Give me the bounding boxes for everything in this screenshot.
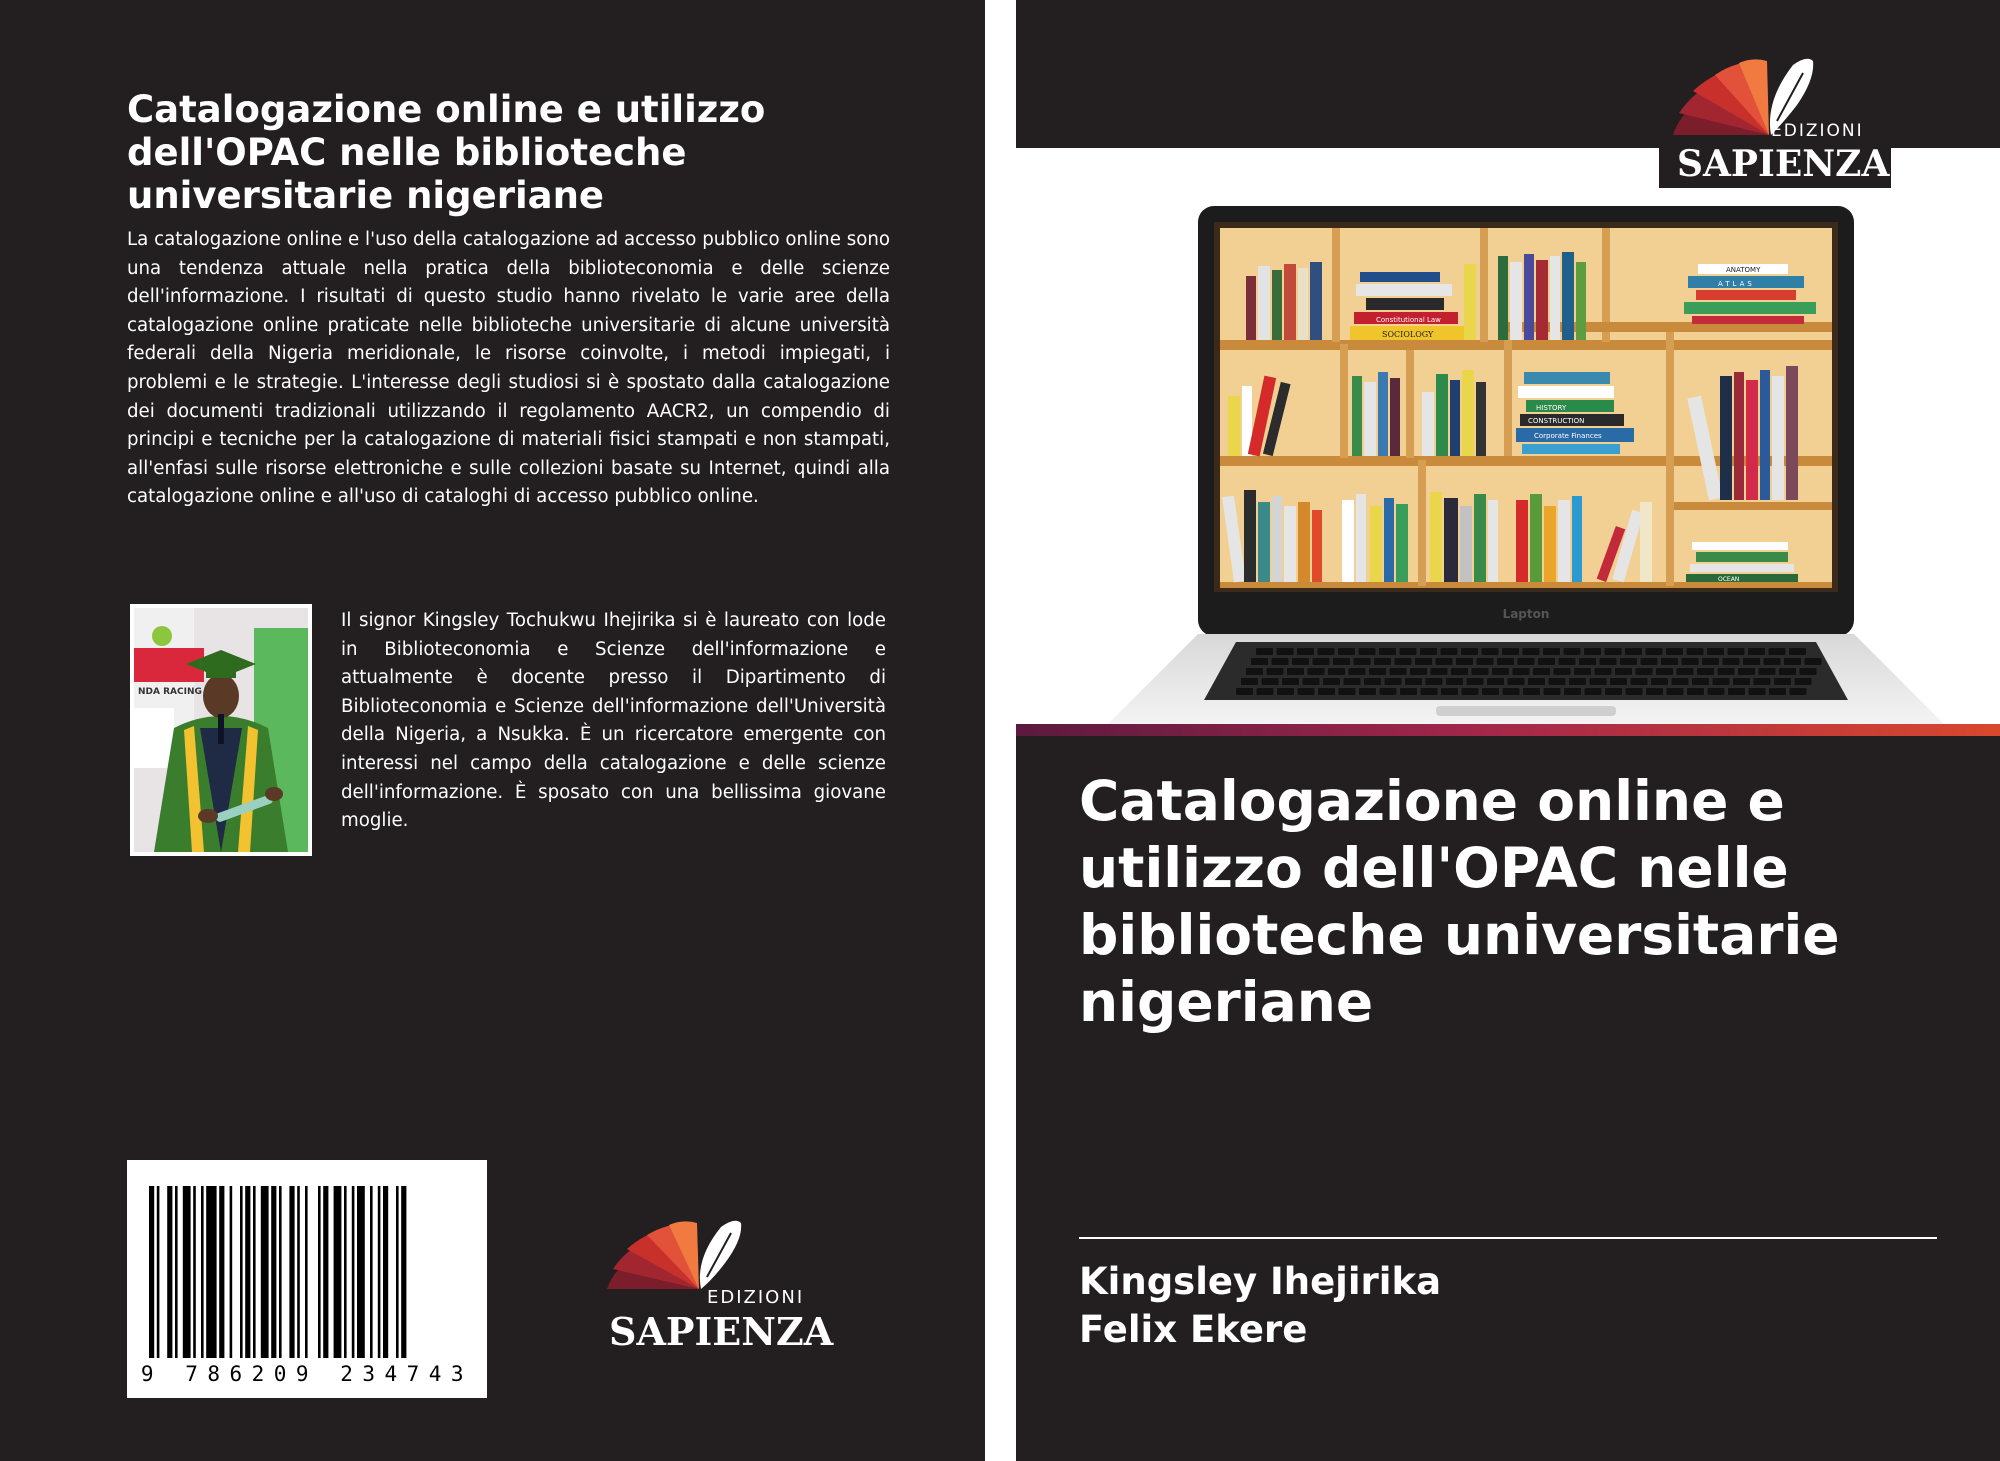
barcode-bar <box>289 1186 294 1358</box>
keyboard-key <box>1564 648 1581 655</box>
keyboard-key <box>1764 658 1781 665</box>
keyboard-key <box>1708 688 1725 695</box>
keyboard-key <box>1262 678 1279 685</box>
keyboard-key <box>1805 658 1822 665</box>
keyboard-key <box>1661 658 1678 665</box>
keyboard-key <box>1379 648 1396 655</box>
keyboard-key <box>1590 678 1607 685</box>
keyboard-key <box>1554 668 1571 675</box>
keyboard-key <box>1646 648 1663 655</box>
keyboard-key <box>1723 658 1740 665</box>
spine-gap <box>985 0 1016 1461</box>
keyboard-key <box>1687 648 1704 655</box>
keyboard-key <box>1323 678 1340 685</box>
keyboard-key <box>1600 658 1617 665</box>
isbn-barcode <box>127 1160 487 1398</box>
keyboard-key <box>1328 668 1345 675</box>
barcode-bar <box>167 1186 172 1358</box>
keyboard-key <box>1666 648 1683 655</box>
barcode-bar <box>183 1186 191 1358</box>
front-cover <box>1016 0 2000 1461</box>
keyboard-key <box>1518 658 1535 665</box>
keyboard-key <box>1728 648 1745 655</box>
keyboard-key <box>1656 668 1673 675</box>
keyboard-key <box>1508 678 1525 685</box>
keyboard-key <box>1451 668 1468 675</box>
author-name-2: Felix Ekere <box>1079 1308 1308 1351</box>
keyboard-key <box>1482 688 1499 695</box>
keyboard-key <box>1364 678 1381 685</box>
keyboard-key <box>1646 688 1663 695</box>
barcode-bar <box>352 1186 355 1358</box>
keyboard-key <box>1636 668 1653 675</box>
keyboard-key <box>1564 688 1581 695</box>
keyboard-key <box>1702 658 1719 665</box>
keyboard-key <box>1431 668 1448 675</box>
author-divider <box>1079 1237 1937 1239</box>
keyboard-key <box>1482 648 1499 655</box>
barcode-bar <box>297 1186 300 1358</box>
keyboard-key <box>1748 648 1765 655</box>
keyboard-key <box>1487 678 1504 685</box>
keyboard-key <box>1313 658 1330 665</box>
keyboard-key <box>1579 658 1596 665</box>
keyboard-key <box>1477 658 1494 665</box>
keyboard-key <box>1236 688 1253 695</box>
keyboard-key <box>1277 648 1294 655</box>
photo-banner-text: NDA RACING <box>138 687 202 697</box>
keyboard-key <box>1523 648 1540 655</box>
keyboard-key <box>1759 668 1776 675</box>
keyboard-key <box>1420 648 1437 655</box>
barcode-bar <box>271 1186 276 1358</box>
keyboard-key <box>1533 668 1550 675</box>
keyboard-key <box>1667 688 1684 695</box>
barcode-bar <box>219 1186 224 1358</box>
keyboard-key <box>1461 648 1478 655</box>
keyboard-key <box>1492 668 1509 675</box>
keyboard-key <box>1272 658 1289 665</box>
barcode-bar <box>370 1186 373 1358</box>
front-logo-sapienza: SAPIENZA <box>1677 143 1890 185</box>
keyboard-key <box>1298 688 1315 695</box>
back-cover <box>0 0 985 1461</box>
keyboard-key <box>1584 648 1601 655</box>
front-publisher-logo <box>1659 55 1891 188</box>
keyboard-key <box>1426 678 1443 685</box>
keyboard-key <box>1620 658 1637 665</box>
keyboard-key <box>1651 678 1668 685</box>
author-name-1: Kingsley Ihejirika <box>1079 1260 1442 1303</box>
front-cover-title: Catalogazione online e utilizzo dell'OPAC nelle biblioteche universitarie nigeriane <box>1079 769 1840 1034</box>
keyboard-key <box>1625 648 1642 655</box>
keyboard-key <box>1513 668 1530 675</box>
keyboard-key <box>1631 678 1648 685</box>
keyboard-key <box>1257 688 1274 695</box>
keyboard-key <box>1318 688 1335 695</box>
spine-constitutional-law: Constitutional Law <box>1376 316 1441 324</box>
keyboard-key <box>1610 678 1627 685</box>
keyboard-key <box>1497 658 1514 665</box>
keyboard-key <box>1349 668 1366 675</box>
keyboard-key <box>1677 668 1694 675</box>
keyboard-key <box>1344 678 1361 685</box>
keyboard-key <box>1385 678 1402 685</box>
barcode-bar <box>261 1186 269 1358</box>
keyboard-key <box>1800 668 1817 675</box>
keyboard-key <box>1390 668 1407 675</box>
keyboard-key <box>1738 668 1755 675</box>
keyboard-key <box>1246 668 1263 675</box>
back-logo-edizioni: EDIZIONI <box>707 1287 805 1308</box>
spine-anatomy: ANATOMY <box>1726 266 1761 274</box>
barcode-bar <box>396 1186 399 1358</box>
keyboard-key <box>1615 668 1632 675</box>
barcode-bar <box>334 1186 342 1358</box>
keyboard-key <box>1718 668 1735 675</box>
keyboard-key <box>1502 648 1519 655</box>
barcode-bar <box>279 1186 282 1358</box>
keyboard-key <box>1472 668 1489 675</box>
keyboard-key <box>1354 658 1371 665</box>
keyboard-key <box>1400 688 1417 695</box>
keyboard-key <box>1769 648 1786 655</box>
keyboard-key <box>1241 678 1258 685</box>
keyboard-key <box>1256 648 1273 655</box>
laptop-brand: Lapton <box>1502 607 1550 621</box>
back-cover-blurb: La catalogazione online e l'uso della catalogazione ad accesso pubblico online sono una tendenza attuale nella pratica della biblioteconomia e delle scienze dell'informazione. I risultati di questo studio hanno rivelato le varie aree della catalogazione online praticate nelle biblioteche universitarie di alcune università federali della Nigeria meridionale, le risorse coinvolte, i metodi impiegati, i problemi e le strategie. L'interesse degli studiosi si è spostato dalla catalogazione dei documenti tradizionali utilizzando il regolamento AACR2, un compendio di principi e tecniche per la catalogazione di materiali fisici stampati e non stampati, all'enfasi sulle risorse elettroniche e sulle collezioni basate su Internet, quindi alla catalogazione online e all'uso di cataloghi di accesso pubblico online. <box>127 229 890 508</box>
barcode-bar <box>201 1186 204 1358</box>
barcode-bar <box>305 1186 308 1358</box>
keyboard-key <box>1543 648 1560 655</box>
barcode-bar <box>318 1186 321 1358</box>
keyboard-key <box>1728 688 1745 695</box>
keyboard-key <box>1569 678 1586 685</box>
keyboard-key <box>1544 688 1561 695</box>
keyboard-key <box>1338 648 1355 655</box>
spine-atlas: ATLAS <box>1718 280 1755 288</box>
keyboard-key <box>1441 648 1458 655</box>
keyboard-key <box>1339 688 1356 695</box>
author-bio: Il signor Kingsley Tochukwu Ihejirika si è laureato con lode in Biblioteconomia e Scienze dell'informazione e attualmente è docente presso il Dipartimento di Biblioteconomia e Scienze dell'informazione dell'Università della Nigeria, a Nsukka. È un ricercatore emergente con interessi nel campo della catalogazione e delle scienze dell'informazione. È sposato con una bellissima giovane moglie. <box>341 610 886 832</box>
barcode-bar <box>240 1186 243 1358</box>
barcode-bar <box>253 1186 256 1358</box>
keyboard-key <box>1795 678 1812 685</box>
spine-sociology: SOCIOLOGY <box>1382 330 1434 339</box>
keyboard-key <box>1436 658 1453 665</box>
keyboard-key <box>1251 658 1268 665</box>
keyboard-key <box>1605 648 1622 655</box>
barcode-bar <box>344 1186 347 1358</box>
laptop-bookshelf-illustration-icon <box>1106 206 1946 726</box>
keyboard-key <box>1410 668 1427 675</box>
keyboard-key <box>1585 688 1602 695</box>
back-cover-title: Catalogazione online e utilizzo dell'OPAC nelle biblioteche universitarie nigeriane <box>127 88 766 217</box>
keyboard-key <box>1641 658 1658 665</box>
keyboard-key <box>1421 688 1438 695</box>
keyboard-key <box>1743 658 1760 665</box>
isbn-digits: 9 786209 234743 <box>140 1362 474 1386</box>
back-logo-sapienza: SAPIENZA <box>609 1309 834 1354</box>
keyboard-key <box>1446 678 1463 685</box>
barcode-bar <box>383 1186 388 1358</box>
keyboard-key <box>1559 658 1576 665</box>
keyboard-key <box>1287 668 1304 675</box>
barcode-bar <box>378 1186 381 1358</box>
keyboard-key <box>1769 688 1786 695</box>
keyboard-key <box>1697 668 1714 675</box>
keyboard-key <box>1692 678 1709 685</box>
keyboard-key <box>1779 668 1796 675</box>
keyboard-key <box>1405 678 1422 685</box>
barcode-bar <box>323 1186 328 1358</box>
barcode-bar <box>206 1186 216 1358</box>
keyboard-key <box>1707 648 1724 655</box>
keyboard-key <box>1503 688 1520 695</box>
keyboard-key <box>1626 688 1643 695</box>
keyboard-key <box>1297 648 1314 655</box>
keyboard-key <box>1784 658 1801 665</box>
keyboard-key <box>1713 678 1730 685</box>
keyboard-key <box>1774 678 1791 685</box>
keyboard-key <box>1380 688 1397 695</box>
barcode-bar <box>357 1186 365 1358</box>
author-portrait-icon <box>134 608 308 852</box>
keyboard-key <box>1574 668 1591 675</box>
keyboard-key <box>1462 688 1479 695</box>
keyboard-key <box>1369 668 1386 675</box>
accent-stripe <box>1016 724 2000 736</box>
keyboard-key <box>1595 668 1612 675</box>
author-photo <box>130 604 312 856</box>
keyboard-key <box>1549 678 1566 685</box>
keyboard-key <box>1790 688 1807 695</box>
keyboard-key <box>1267 668 1284 675</box>
barcode-bar <box>401 1186 406 1358</box>
keyboard-key <box>1277 688 1294 695</box>
keyboard-key <box>1789 648 1806 655</box>
keyboard-key <box>1538 658 1555 665</box>
keyboard-key <box>1395 658 1412 665</box>
keyboard-key <box>1467 678 1484 685</box>
keyboard-key <box>1415 658 1432 665</box>
barcode-bar <box>175 1186 178 1358</box>
keyboard-key <box>1282 678 1299 685</box>
keyboard-key <box>1456 658 1473 665</box>
keyboard-key <box>1333 658 1350 665</box>
barcode-bar <box>157 1186 160 1358</box>
keyboard-key <box>1359 648 1376 655</box>
keyboard-key <box>1605 688 1622 695</box>
barcode-bar <box>230 1186 233 1358</box>
front-logo-edizioni: EDIZIONI <box>1771 121 1864 141</box>
keyboard-key <box>1687 688 1704 695</box>
keyboard-key <box>1308 668 1325 675</box>
keyboard-key <box>1374 658 1391 665</box>
keyboard-key <box>1303 678 1320 685</box>
keyboard-key <box>1733 678 1750 685</box>
barcode-bar <box>193 1186 196 1358</box>
keyboard-key <box>1672 678 1689 685</box>
keyboard-key <box>1523 688 1540 695</box>
keyboard-key <box>1682 658 1699 665</box>
spine-ocean: OCEAN <box>1718 576 1740 583</box>
spine-history: HISTORY <box>1536 404 1567 412</box>
keyboard-key <box>1359 688 1376 695</box>
back-publisher-logo <box>603 1215 834 1355</box>
keyboard-key <box>1441 688 1458 695</box>
keyboard-key <box>1292 658 1309 665</box>
keyboard-key <box>1400 648 1417 655</box>
keyboard-key <box>1528 678 1545 685</box>
spine-corporate-finances: Corporate Finances <box>1534 432 1602 440</box>
keyboard-key <box>1754 678 1771 685</box>
keyboard-key <box>1318 648 1335 655</box>
barcode-bar <box>149 1186 154 1358</box>
keyboard-key <box>1749 688 1766 695</box>
barcode-bar <box>245 1186 250 1358</box>
spine-construction: CONSTRUCTION <box>1528 417 1585 425</box>
